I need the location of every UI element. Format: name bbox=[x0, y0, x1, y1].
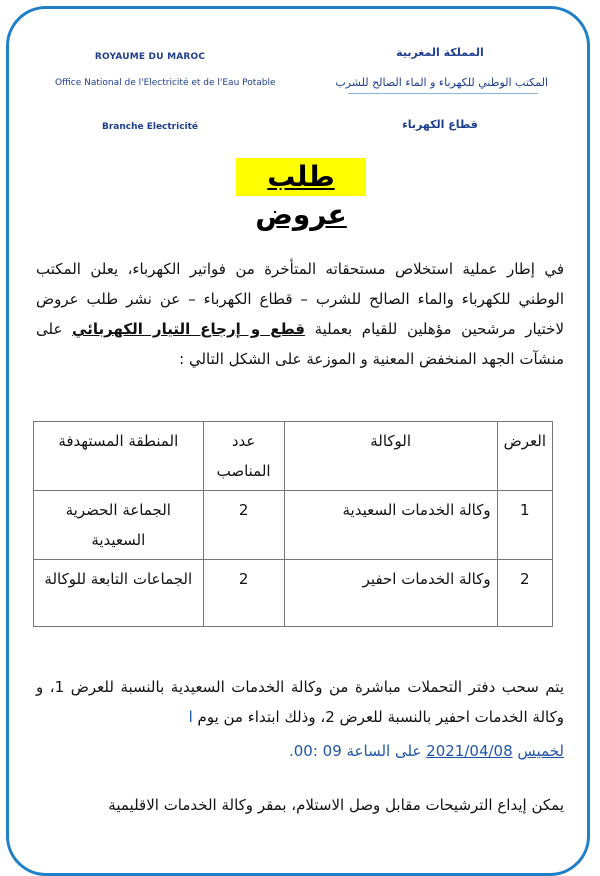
header-agency: الوكالة bbox=[284, 422, 497, 491]
cell-offer-number: 2 bbox=[497, 560, 552, 627]
cell-positions: 2 bbox=[203, 560, 284, 627]
offers-table bbox=[33, 421, 553, 627]
header-offer-number: العرض bbox=[497, 422, 552, 491]
fr-office-name: Office National de l'Electricité et de l'Eau Potable bbox=[55, 78, 276, 88]
closing-paragraph bbox=[36, 672, 564, 732]
intro-text-start: في إطار عملية استخلاص مستحقاته المتأخرة من فواتير الكهرباء، يعلن المكتب الوطني للكهرباء والماء الصالح للشرب – قطاع الكهرباء – عن نشر طلب عروض لاختيار مرشحين مؤهلين للقيام بعملية bbox=[36, 260, 564, 338]
day-word: لخميس bbox=[517, 742, 564, 760]
cell-target-zone: الجماعة الحضرية السعيدية bbox=[34, 491, 204, 560]
fr-branch-label: Branche Electricité bbox=[101, 122, 199, 132]
cell-agency: وكالة الخدمات السعيدية bbox=[284, 491, 497, 560]
ar-office-name: المكتب الوطني للكهرباء و الماء الصالح للشرب bbox=[335, 76, 548, 89]
cell-target-zone: الجماعات التابعة للوكالة bbox=[34, 560, 204, 627]
intro-paragraph bbox=[36, 254, 564, 374]
offer-date: 2021/04/08 bbox=[426, 742, 513, 760]
intro-text-end: على منشآت الجهد المنخفض المعنية و الموزعة على الشكل التالي : bbox=[36, 320, 564, 368]
header-positions: عدد المناصب bbox=[203, 422, 284, 491]
closing-text: يتم سحب دفتر التحملات مباشرة من وكالة الخدمات السعيدية بالنسبة للعرض 1، و وكالة الخدمات احفير بالنسبة للعرض 2، وذلك ابتداء من يوم bbox=[36, 678, 565, 726]
deposit-paragraph: يمكن إيداع الترشيحات مقابل وصل الاستلام، بمقر وكالة الخدمات الاقليمية bbox=[108, 796, 564, 814]
fr-kingdom-label: ROYAUME DU MAROC bbox=[94, 52, 206, 62]
ar-branch-label: قطاع الكهرباء bbox=[402, 118, 478, 131]
day-prefix: ا bbox=[188, 708, 193, 726]
table-header-row bbox=[34, 422, 553, 491]
table-row bbox=[34, 560, 553, 627]
ar-kingdom-label: المملكة المغربية bbox=[396, 46, 484, 59]
cell-agency: وكالة الخدمات احفير bbox=[284, 560, 497, 627]
cell-offer-number: 1 bbox=[497, 491, 552, 560]
table-row bbox=[34, 491, 553, 560]
date-line bbox=[289, 736, 564, 766]
header-target-zone: المنطقة المستهدفة bbox=[34, 422, 204, 491]
offer-time: على الساعة 09 :00. bbox=[288, 742, 422, 760]
intro-underlined-phrase: قطع و إرجاع التيار الكهربائي bbox=[72, 320, 305, 338]
page-title: طلب عروض bbox=[236, 158, 366, 196]
cell-positions: 2 bbox=[203, 491, 284, 560]
